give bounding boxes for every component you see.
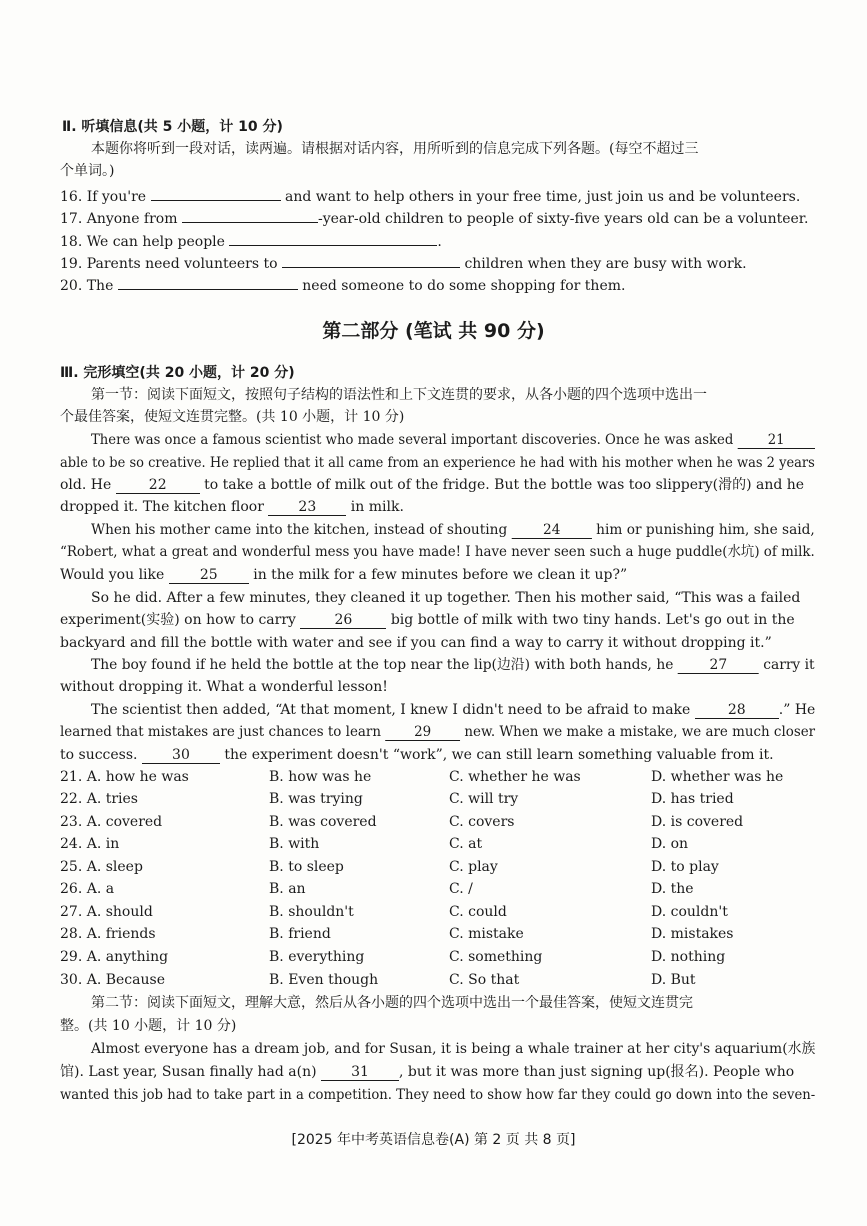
passage-text: , but it was more than just signing up(报名). People who — [399, 1064, 795, 1080]
answer-blank-20[interactable] — [118, 273, 298, 290]
passage-line: Almost everyone has a dream job, and for Susan, it is being a whale trainer at her city's aquarium(水族 — [91, 1041, 816, 1057]
option-27-d[interactable]: D. couldn't — [651, 904, 728, 920]
option-21-a[interactable]: 21. A. how he was — [60, 769, 189, 785]
passage-text: dropped it. The kitchen floor — [60, 499, 264, 515]
option-28-a[interactable]: 28. A. friends — [60, 926, 156, 942]
passage-text: 馆). Last year, Susan finally had a(n) — [60, 1064, 317, 1080]
listening-instruction-cont: 个单词。) — [60, 163, 115, 179]
option-27-b[interactable]: B. shouldn't — [269, 904, 354, 920]
passage-text: to success. — [60, 747, 138, 763]
option-30-d[interactable]: D. But — [651, 972, 696, 988]
blank-27[interactable]: 27 — [678, 657, 759, 674]
passage-text: The boy found if he held the bottle at the top near the lip(边沿) with both hands, he — [91, 657, 674, 673]
option-23-c[interactable]: C. covers — [449, 814, 515, 830]
passage-line — [91, 521, 815, 539]
option-24-b[interactable]: B. with — [269, 836, 320, 852]
blank-22[interactable]: 22 — [116, 477, 200, 494]
passage-text: him or punishing him, she said, — [596, 522, 815, 538]
option-29-d[interactable]: D. nothing — [651, 949, 726, 965]
passage-line — [91, 656, 815, 674]
cloze-section2-instruction: 第二节：阅读下面短文，理解大意，然后从各小题的四个选项中选出一个最佳答案，使短文连贯完 — [91, 995, 693, 1011]
option-27-a[interactable]: 27. A. should — [60, 904, 153, 920]
option-22-c[interactable]: C. will try — [449, 791, 519, 807]
passage-text: experiment(实验) on how to carry — [60, 612, 296, 628]
option-30-c[interactable]: C. So that — [449, 972, 520, 988]
passage-text: carry it — [763, 657, 815, 673]
passage-line: So he did. After a few minutes, they cleaned it up together. Then his mother said, “This was a failed — [91, 590, 801, 606]
option-22-a[interactable]: 22. A. tries — [60, 791, 138, 807]
question-17 — [60, 206, 808, 228]
blank-23[interactable]: 23 — [268, 499, 346, 516]
blank-24[interactable]: 24 — [512, 522, 592, 539]
option-21-d[interactable]: D. whether was he — [651, 769, 784, 785]
q20-prefix: 20. The — [60, 278, 114, 294]
question-20 — [60, 273, 625, 295]
listening-instruction: 本题你将听到一段对话，读两遍。请根据对话内容，用所听到的信息完成下列各题。(每空不超过三 — [91, 141, 699, 157]
blank-21[interactable]: 21 — [737, 432, 814, 449]
option-24-c[interactable]: C. at — [449, 836, 483, 852]
blank-25[interactable]: 25 — [169, 567, 249, 584]
option-24-d[interactable]: D. on — [651, 836, 689, 852]
option-24-a[interactable]: 24. A. in — [60, 836, 120, 852]
blank-29[interactable]: 29 — [385, 724, 460, 741]
option-23-a[interactable]: 23. A. covered — [60, 814, 163, 830]
blank-30[interactable]: 30 — [142, 747, 220, 764]
q19-suffix: children when they are busy with work. — [464, 256, 747, 272]
option-25-a[interactable]: 25. A. sleep — [60, 859, 143, 875]
question-16 — [60, 184, 800, 206]
cloze-section2-instruction-cont: 整。(共 10 小题，计 10 分) — [60, 1018, 237, 1034]
passage-text: in milk. — [350, 499, 404, 515]
answer-blank-16[interactable] — [151, 184, 281, 201]
passage-text: the experiment doesn't “work”, we can still learn something valuable from it. — [224, 747, 774, 763]
question-19 — [60, 251, 747, 273]
option-30-b[interactable]: B. Even though — [269, 972, 379, 988]
option-28-d[interactable]: D. mistakes — [651, 926, 734, 942]
passage-text: The scientist then added, “At that moment, I knew I didn't need to be afraid to make — [91, 702, 691, 718]
question-18 — [60, 229, 442, 251]
passage-text: old. He — [60, 477, 112, 493]
passage-text: in the milk for a few minutes before we clean it up?” — [253, 567, 628, 583]
cloze-section1-instruction: 第一节：阅读下面短文，按照句子结构的语法性和上下文连贯的要求，从各小题的四个选项中选出一 — [91, 387, 707, 403]
q17-prefix: 17. Anyone from — [60, 211, 178, 227]
passage-line: able to be so creative. He replied that it all came from an experience he had with his mother when he was 2 years — [60, 455, 815, 471]
option-29-a[interactable]: 29. A. anything — [60, 949, 169, 965]
passage-text: learned that mistakes are just chances to learn — [60, 724, 381, 740]
page-footer: [2025 年中考英语信息卷(A) 第 2 页 共 8 页] — [291, 1132, 576, 1148]
passage-line: without dropping it. What a wonderful lesson! — [60, 679, 388, 695]
q18-suffix: . — [437, 234, 442, 250]
passage-text: new. When we make a mistake, we are much closer — [464, 724, 816, 740]
option-29-c[interactable]: C. something — [449, 949, 543, 965]
part2-title: 第二部分 (笔试 共 90 分) — [322, 320, 545, 342]
option-30-a[interactable]: 30. A. Because — [60, 972, 165, 988]
q18-prefix: 18. We can help people — [60, 234, 225, 250]
blank-26[interactable]: 26 — [300, 612, 386, 629]
passage-line — [60, 746, 774, 764]
passage-text: .” He — [778, 702, 816, 718]
q16-prefix: 16. If you're — [60, 189, 147, 205]
passage-line — [60, 723, 815, 741]
option-28-b[interactable]: B. friend — [269, 926, 331, 942]
option-27-c[interactable]: C. could — [449, 904, 507, 920]
passage-text: There was once a famous scientist who made several important discoveries. Once he was asked — [91, 432, 734, 448]
cloze-heading: Ⅲ. 完形填空(共 20 小题，计 20 分) — [60, 365, 295, 381]
passage-line — [91, 431, 815, 449]
blank-28[interactable]: 28 — [695, 702, 779, 719]
passage-line — [60, 611, 795, 629]
option-23-d[interactable]: D. is covered — [651, 814, 744, 830]
passage-line: “Robert, what a great and wonderful mess you have made! I have never seen such a huge puddle(水坑) of milk. — [60, 544, 815, 560]
passage-line — [60, 1063, 794, 1081]
passage-line: wanted this job had to take part in a competition. They need to show how far they could go down into the seven- — [60, 1087, 816, 1103]
option-28-c[interactable]: C. mistake — [449, 926, 524, 942]
option-21-c[interactable]: C. whether he was — [449, 769, 581, 785]
option-29-b[interactable]: B. everything — [269, 949, 365, 965]
option-22-d[interactable]: D. has tried — [651, 791, 734, 807]
passage-text: Would you like — [60, 567, 165, 583]
q19-prefix: 19. Parents need volunteers to — [60, 256, 278, 272]
option-23-b[interactable]: B. was covered — [269, 814, 377, 830]
blank-31[interactable]: 31 — [321, 1064, 399, 1081]
passage-text: big bottle of milk with two tiny hands. Let's go out in the — [390, 612, 795, 628]
option-25-d[interactable]: D. to play — [651, 859, 719, 875]
passage-line — [91, 701, 815, 719]
listening-heading: Ⅱ. 听填信息(共 5 小题，计 10 分) — [62, 119, 283, 135]
option-21-b[interactable]: B. how was he — [269, 769, 372, 785]
passage-line: backyard and fill the bottle with water and see if you can find a way to carry it without dropping it.” — [60, 635, 772, 651]
answer-blank-18[interactable] — [229, 229, 437, 246]
passage-line — [60, 476, 804, 494]
option-26-d[interactable]: D. the — [651, 881, 694, 897]
passage-line — [60, 566, 627, 584]
passage-line — [60, 498, 404, 516]
option-26-c[interactable]: C. / — [449, 881, 473, 897]
option-25-c[interactable]: C. play — [449, 859, 498, 875]
cloze-section1-instruction-cont: 个最佳答案，使短文连贯完整。(共 10 小题，计 10 分) — [60, 409, 405, 425]
passage-text: When his mother came into the kitchen, instead of shouting — [91, 522, 508, 538]
q17-suffix: -year-old children to people of sixty-five years old can be a volunteer. — [317, 211, 809, 227]
q16-suffix: and want to help others in your free time, just join us and be volunteers. — [284, 189, 801, 205]
option-26-a[interactable]: 26. A. a — [60, 881, 115, 897]
passage-text: to take a bottle of milk out of the fridge. But the bottle was too slippery(滑的) and he — [204, 477, 805, 493]
answer-blank-17[interactable] — [182, 206, 318, 223]
option-25-b[interactable]: B. to sleep — [269, 859, 344, 875]
q20-suffix: need someone to do some shopping for them. — [302, 278, 626, 294]
option-22-b[interactable]: B. was trying — [269, 791, 363, 807]
option-26-b[interactable]: B. an — [269, 881, 306, 897]
answer-blank-19[interactable] — [282, 251, 460, 268]
